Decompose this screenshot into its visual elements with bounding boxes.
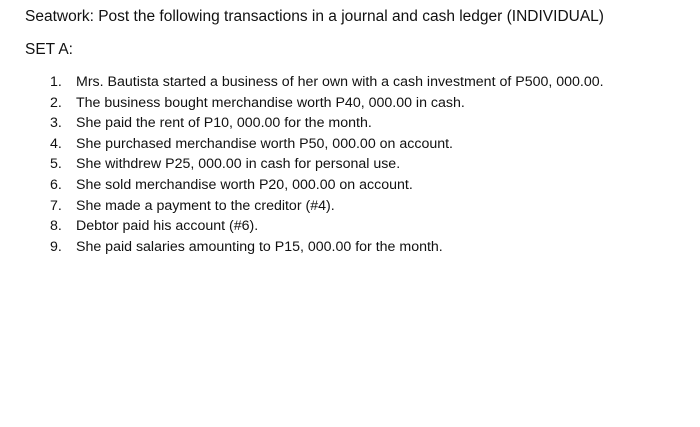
item-text: She sold merchandise worth P20, 000.00 on account. — [76, 176, 413, 193]
item-text: She paid the rent of P10, 000.00 for the month. — [76, 115, 372, 132]
item-text: She withdrew P25, 000.00 in cash for personal use. — [76, 156, 401, 173]
item-number: 4. — [50, 135, 62, 152]
item-number: 3. — [50, 115, 62, 132]
list-item — [0, 216, 636, 237]
item-text: She paid salaries amounting to P15, 000.00 for the month. — [76, 238, 443, 255]
list-item — [0, 72, 636, 93]
list-item — [0, 113, 636, 134]
item-text: The business bought merchandise worth P40, 000.00 in cash. — [76, 94, 465, 111]
list-item — [0, 175, 636, 196]
item-number: 8. — [50, 218, 62, 235]
transaction-list — [0, 72, 700, 257]
list-item — [0, 154, 636, 175]
item-number: 6. — [50, 176, 62, 193]
item-text: She purchased merchandise worth P50, 000.00 on account. — [76, 135, 454, 152]
item-number: 2. — [50, 94, 62, 111]
item-number: 5. — [50, 156, 62, 173]
list-item — [0, 196, 636, 217]
page-title: Seatwork: Post the following transactions in a journal and cash ledger (INDIVIDUAL) — [25, 8, 604, 25]
set-heading: SET A: — [25, 41, 73, 58]
item-text: Mrs. Bautista started a business of her own with a cash investment of P500, 000.00. — [76, 74, 604, 90]
list-item — [0, 237, 636, 258]
item-text: She made a payment to the creditor (#4). — [76, 197, 335, 214]
item-text: Debtor paid his account (#6). — [76, 218, 259, 235]
list-item — [0, 134, 636, 155]
item-number: 7. — [50, 197, 62, 214]
list-item — [0, 93, 636, 114]
item-number: 9. — [50, 238, 62, 255]
item-number: 1. — [50, 74, 62, 90]
